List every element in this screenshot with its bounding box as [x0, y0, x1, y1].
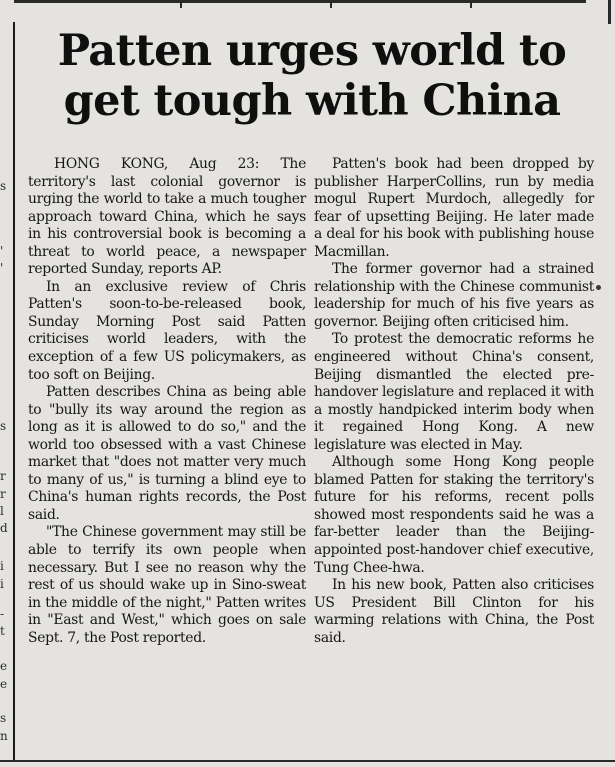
fragment-letter: - [0, 608, 5, 620]
article-headline [24, 26, 600, 126]
article-paragraph: "The Chinese government may still be able to terrify its own people when necessary. But I see no reason why the rest of us should wake up in Sino-sweat in the middle of the night," Patten writes in "East and West," which goes on sale Sept. 7, the Post reported. [28, 524, 306, 646]
fragment-letter: r [0, 470, 6, 482]
fragment-letter: s [0, 420, 7, 432]
fragment-letter: ' [0, 262, 4, 274]
adjacent-column-fragments [0, 0, 14, 767]
right-edge-rule [608, 0, 611, 24]
article-paragraph: Patten describes China as being able to "bully its way around the region as long as it is allowed to do so," and the world too obsessed with a vast Chinese market that "does not matter very much to many of us," is turning a blind eye to China's human rights records, the Post said. [28, 384, 306, 523]
fragment-letter: e [0, 660, 8, 672]
fragment-letter: s [0, 180, 7, 192]
fragment-letter: ' [0, 245, 4, 257]
article-paragraph: In his new book, Patten also criticises US President Bill Clinton for his warming relations with China, the Post said. [314, 577, 594, 646]
fragment-letter: i [0, 578, 4, 590]
article-paragraph: To protest the democratic reforms he engineered without China's consent, Beijing dismantled the elected pre-handover legislature and replaced it with a mostly handpicked interim body when it regained Hong Kong. A new legislature was elected in May. [314, 331, 594, 453]
fragment-letter: l [0, 505, 4, 517]
top-fragment-mark [180, 2, 182, 8]
top-fragment-mark [330, 2, 332, 8]
headline-line-1: Patten urges world to [57, 26, 567, 76]
headline-line-2: get tough with China [63, 76, 561, 126]
article-paragraph: Although some Hong Kong people blamed Patten for staking the territory's future for his reforms, recent polls showed most respondents said he was a far-better leader than the Beijing-appointed post-handover chief executive, Tung Chee-hwa. [314, 454, 594, 576]
fragment-letter: s [0, 712, 7, 724]
fragment-letter: t [0, 625, 5, 637]
article-paragraph: The former governor had a strained relationship with the Chinese communist leadership for much of his five years as governor. Beijing often criticised him. [314, 261, 594, 330]
top-fragment-mark [470, 2, 472, 8]
article-paragraph: HONG KONG, Aug 23: The territory's last colonial governor is urging the world to take a much tougher approach toward China, which he says in his controversial book is becoming a threat to world peace, a newspaper reported Sunday, reports AP. [28, 156, 306, 278]
print-speck [595, 284, 602, 291]
article-column-right [314, 156, 594, 647]
fragment-letter: i [0, 560, 4, 572]
article-paragraph: Patten's book had been dropped by publisher HarperCollins, run by media mogul Rupert Murdoch, allegedly for fear of upsetting Beijing. He later made a deal for his book with publishing house Macmillan. [314, 156, 594, 260]
column-divider-rule [13, 22, 15, 760]
article-column-left [28, 156, 306, 647]
top-edge-fragments [0, 0, 615, 10]
fragment-letter: d [0, 522, 8, 534]
bottom-border-rule [0, 760, 615, 762]
fragment-letter: e [0, 678, 8, 690]
fragment-letter: n [0, 730, 8, 742]
fragment-letter: r [0, 488, 6, 500]
article-paragraph: In an exclusive review of Chris Patten's soon-to-be-released book, Sunday Morning Post said Patten criticises world leaders, with the exception of a few US policymakers, as too soft on Beijing. [28, 278, 306, 383]
